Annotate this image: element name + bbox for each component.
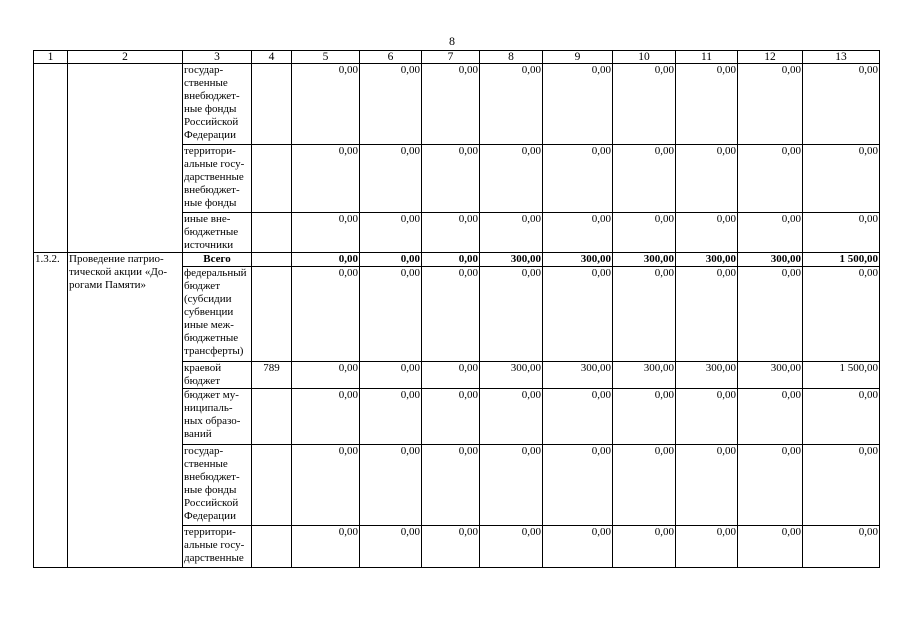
budget-code-cell: 789 — [252, 362, 292, 389]
value-cell: 0,00 — [613, 389, 676, 445]
value-cell: 0,00 — [613, 526, 676, 568]
item-number-cell — [34, 64, 68, 253]
funding-source-cell: бюджет му- ниципаль- ных образо- ваний — [183, 389, 252, 445]
budget-code-cell — [252, 145, 292, 213]
header-cell: 8 — [480, 51, 543, 64]
value-cell: 0,00 — [292, 445, 360, 526]
value-cell: 0,00 — [613, 267, 676, 362]
value-cell: 0,00 — [676, 64, 738, 145]
value-cell: 0,00 — [360, 64, 422, 145]
value-cell: 0,00 — [676, 213, 738, 253]
value-cell: 0,00 — [738, 526, 803, 568]
value-cell: 0,00 — [803, 213, 880, 253]
header-cell: 1 — [34, 51, 68, 64]
value-cell: 0,00 — [422, 267, 480, 362]
header-cell: 2 — [68, 51, 183, 64]
header-cell: 13 — [803, 51, 880, 64]
header-cell: 9 — [543, 51, 613, 64]
header-cell: 5 — [292, 51, 360, 64]
value-cell: 0,00 — [676, 526, 738, 568]
value-cell: 0,00 — [676, 267, 738, 362]
value-cell: 300,00 — [738, 362, 803, 389]
value-cell: 0,00 — [803, 389, 880, 445]
funding-source-cell: территори- альные госу- дарственные — [183, 526, 252, 568]
value-cell: 0,00 — [422, 445, 480, 526]
value-cell: 0,00 — [422, 64, 480, 145]
total-label-cell: Всего — [183, 253, 252, 267]
page-number: 8 — [449, 34, 455, 48]
value-cell: 0,00 — [543, 145, 613, 213]
funding-source-cell: государ- ственные внебюджет- ные фонды Российской Федерации — [183, 64, 252, 145]
value-cell: 0,00 — [676, 145, 738, 213]
value-cell: 0,00 — [543, 445, 613, 526]
value-cell: 0,00 — [543, 64, 613, 145]
value-cell: 0,00 — [360, 389, 422, 445]
funding-source-cell: федеральный бюджет (субсидии субвенции иные меж- бюджетные трансферты) — [183, 267, 252, 362]
value-cell: 0,00 — [613, 145, 676, 213]
value-cell: 300,00 — [543, 253, 613, 267]
value-cell: 0,00 — [613, 213, 676, 253]
value-cell: 0,00 — [480, 213, 543, 253]
value-cell: 0,00 — [480, 267, 543, 362]
value-cell: 300,00 — [613, 253, 676, 267]
budget-code-cell — [252, 267, 292, 362]
value-cell: 0,00 — [543, 526, 613, 568]
value-cell: 0,00 — [292, 526, 360, 568]
value-cell: 0,00 — [613, 445, 676, 526]
value-cell: 0,00 — [803, 445, 880, 526]
value-cell: 300,00 — [480, 362, 543, 389]
table-row — [34, 64, 880, 145]
funding-source-cell: территори- альные госу- дарственные внебюджет- ные фонды — [183, 145, 252, 213]
budget-code-cell — [252, 253, 292, 267]
value-cell: 0,00 — [292, 267, 360, 362]
value-cell: 0,00 — [360, 362, 422, 389]
value-cell: 0,00 — [803, 64, 880, 145]
value-cell: 0,00 — [360, 253, 422, 267]
value-cell: 0,00 — [738, 389, 803, 445]
value-cell: 0,00 — [738, 64, 803, 145]
value-cell: 0,00 — [480, 64, 543, 145]
value-cell: 0,00 — [738, 213, 803, 253]
value-cell: 0,00 — [803, 145, 880, 213]
value-cell: 300,00 — [613, 362, 676, 389]
value-cell: 0,00 — [480, 145, 543, 213]
value-cell: 300,00 — [676, 253, 738, 267]
value-cell: 0,00 — [480, 389, 543, 445]
value-cell: 0,00 — [292, 253, 360, 267]
value-cell: 0,00 — [292, 213, 360, 253]
value-cell: 0,00 — [360, 145, 422, 213]
value-cell: 0,00 — [613, 64, 676, 145]
budget-code-cell — [252, 64, 292, 145]
value-cell: 0,00 — [422, 213, 480, 253]
table-row — [34, 253, 880, 267]
budget-code-cell — [252, 526, 292, 568]
header-cell: 7 — [422, 51, 480, 64]
value-cell: 300,00 — [543, 362, 613, 389]
value-cell: 1 500,00 — [803, 253, 880, 267]
header-row — [34, 51, 880, 64]
value-cell: 0,00 — [543, 267, 613, 362]
value-cell: 0,00 — [738, 445, 803, 526]
budget-code-cell — [252, 445, 292, 526]
value-cell: 0,00 — [738, 267, 803, 362]
value-cell: 0,00 — [803, 267, 880, 362]
value-cell: 0,00 — [480, 526, 543, 568]
value-cell: 0,00 — [422, 526, 480, 568]
value-cell: 0,00 — [480, 445, 543, 526]
value-cell: 0,00 — [360, 213, 422, 253]
value-cell: 0,00 — [738, 145, 803, 213]
value-cell: 300,00 — [738, 253, 803, 267]
budget-table — [33, 50, 880, 568]
item-number-cell: 1.3.2. — [34, 253, 68, 568]
value-cell: 1 500,00 — [803, 362, 880, 389]
value-cell: 0,00 — [360, 445, 422, 526]
value-cell: 0,00 — [422, 253, 480, 267]
value-cell: 0,00 — [292, 145, 360, 213]
item-name-cell: Проведение патрио- тической акции «До- рогами Памяти» — [68, 253, 183, 568]
value-cell: 0,00 — [292, 64, 360, 145]
value-cell: 0,00 — [676, 445, 738, 526]
value-cell: 300,00 — [676, 362, 738, 389]
funding-source-cell: государ- ственные внебюджет- ные фонды Российской Федерации — [183, 445, 252, 526]
header-cell: 6 — [360, 51, 422, 64]
budget-code-cell — [252, 389, 292, 445]
value-cell: 0,00 — [292, 362, 360, 389]
value-cell: 0,00 — [360, 526, 422, 568]
value-cell: 0,00 — [543, 389, 613, 445]
header-cell: 10 — [613, 51, 676, 64]
header-cell: 11 — [676, 51, 738, 64]
funding-source-cell: иные вне- бюджетные источники — [183, 213, 252, 253]
value-cell: 0,00 — [422, 389, 480, 445]
value-cell: 0,00 — [360, 267, 422, 362]
header-cell: 3 — [183, 51, 252, 64]
value-cell: 0,00 — [422, 362, 480, 389]
value-cell: 0,00 — [422, 145, 480, 213]
header-cell: 12 — [738, 51, 803, 64]
value-cell: 0,00 — [803, 526, 880, 568]
item-name-cell — [68, 64, 183, 253]
header-cell: 4 — [252, 51, 292, 64]
budget-code-cell — [252, 213, 292, 253]
value-cell: 0,00 — [292, 389, 360, 445]
value-cell: 0,00 — [543, 213, 613, 253]
value-cell: 0,00 — [676, 389, 738, 445]
funding-source-cell: краевой бюджет — [183, 362, 252, 389]
value-cell: 300,00 — [480, 253, 543, 267]
